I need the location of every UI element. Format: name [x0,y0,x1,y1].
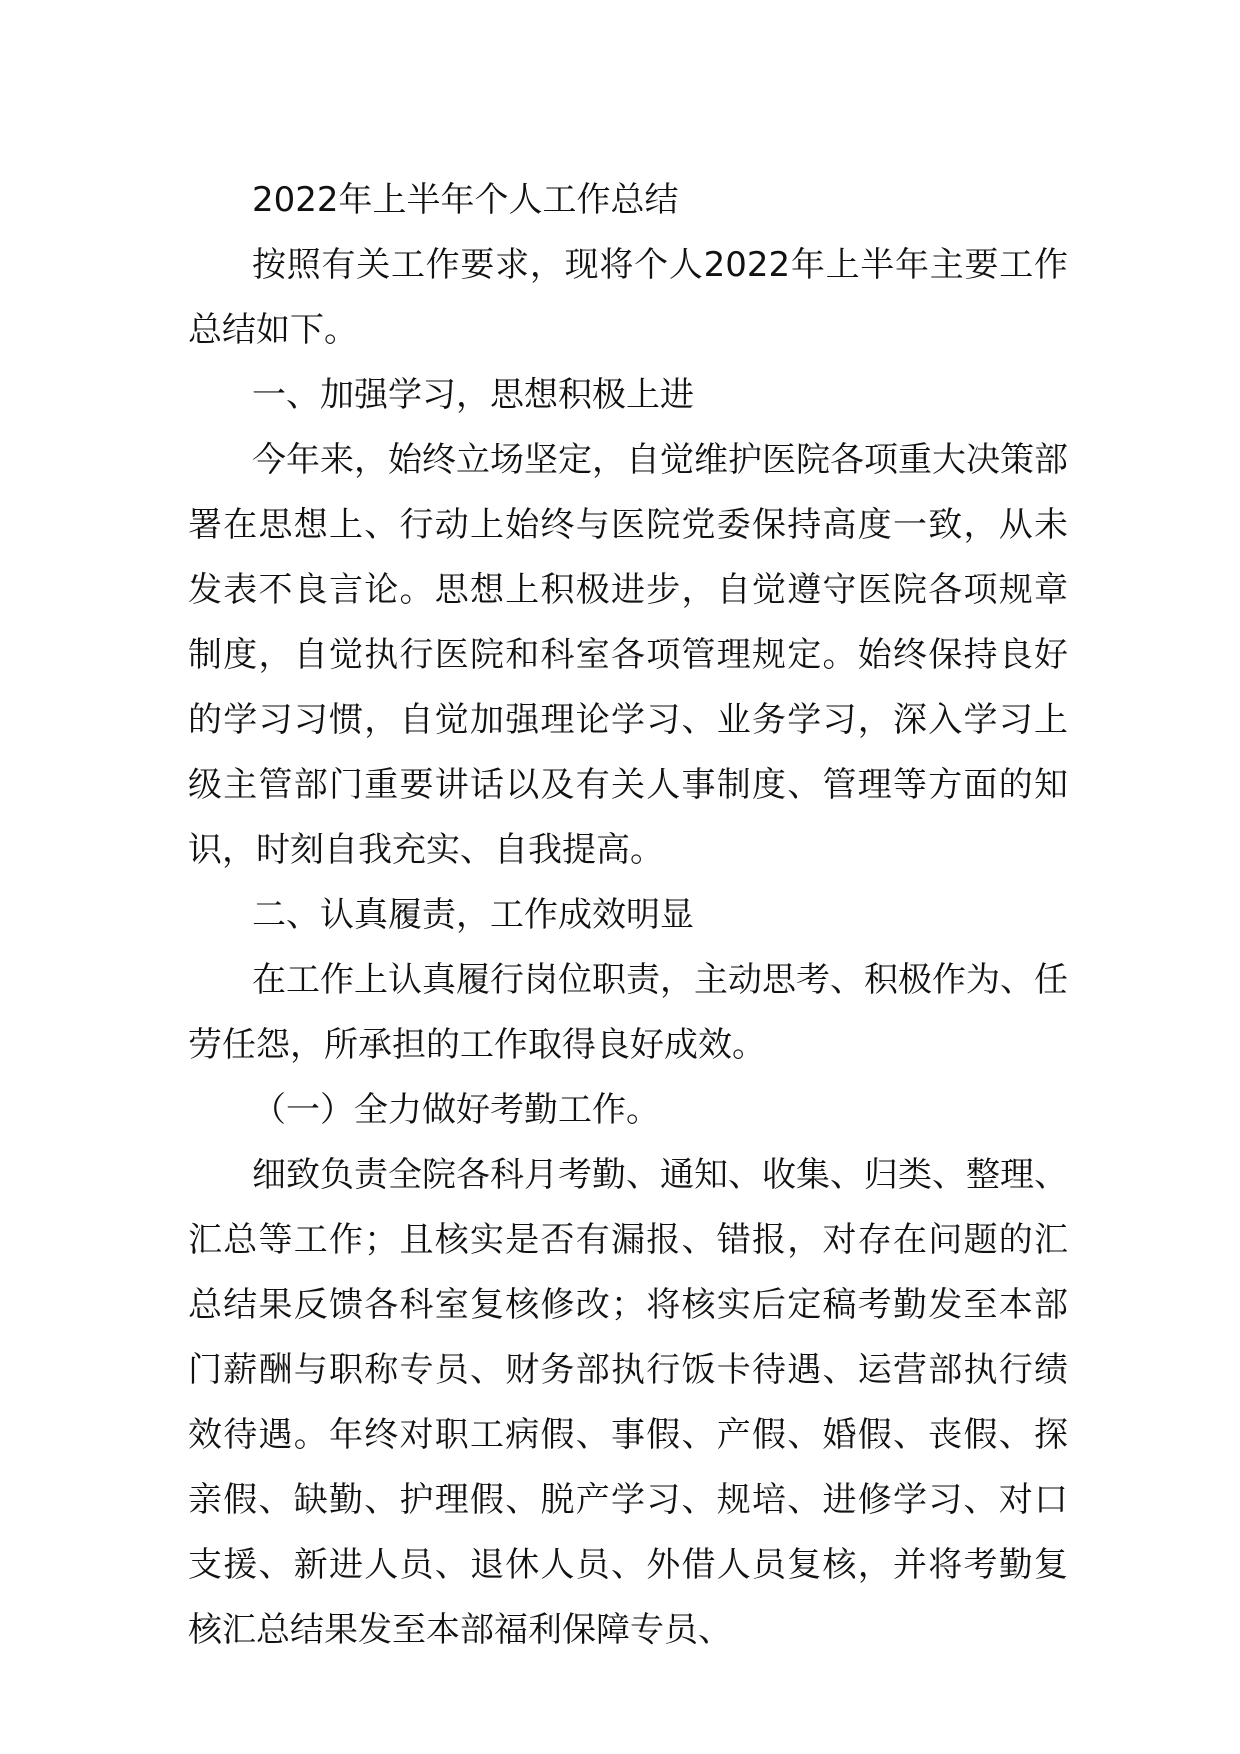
section-2-paragraph: 在工作上认真履行岗位职责，主动思考、积极作为、任劳任怨，所承担的工作取得良好成效。 [188,960,1068,1065]
subsection-heading-1: （一）全力做好考勤工作。 [252,1090,660,1130]
section-heading-1: 一、加强学习，思想积极上进 [252,375,694,415]
intro-paragraph: 按照有关工作要求，现将个人2022年上半年主要工作总结如下。 [188,245,1068,350]
section-heading-2: 二、认真履责，工作成效明显 [252,895,694,935]
subsection-1-paragraph: 细致负责全院各科月考勤、通知、收集、归类、整理、汇总等工作；且核实是否有漏报、错报，对存在问题的汇总结果反馈各科室复核修改；将核实后定稿考勤发至本部门薪酬与职称专员、财务部执行饭卡待遇、运营部执行绩效待遇。年终对职工病假、事假、产假、婚假、丧假、探亲假、缺勤、护理假、脱产学习、规培、进修学习、对口支援、新进人员、退休人员、外借人员复核，并将考勤复核汇总结果发至本部福利保障专员、 [188,1155,1068,1650]
document-title: 2022年上半年个人工作总结 [252,180,679,220]
section-1-paragraph: 今年来，始终立场坚定，自觉维护医院各项重大决策部署在思想上、行动上始终与医院党委保持高度一致，从未发表不良言论。思想上积极进步，自觉遵守医院各项规章制度，自觉执行医院和科室各项管理规定。始终保持良好的学习习惯，自觉加强理论学习、业务学习，深入学习上级主管部门重要讲话以及有关人事制度、管理等方面的知识，时刻自我充实、自我提高。 [188,440,1068,870]
document-body [188,168,1068,1663]
